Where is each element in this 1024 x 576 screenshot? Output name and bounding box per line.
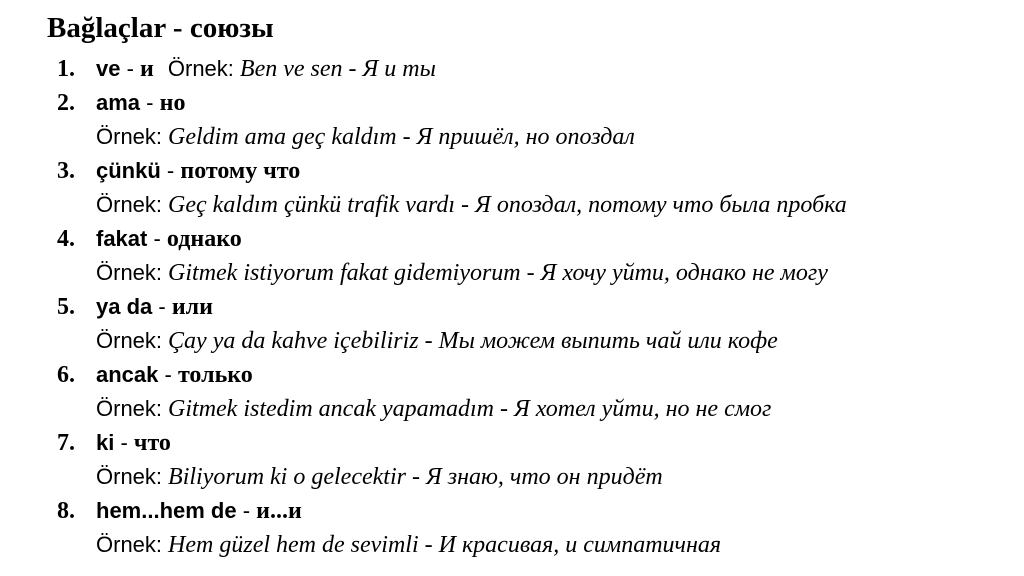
page-title: Bağlaçlar - союзы (47, 12, 274, 44)
separator: - (236, 498, 257, 523)
example-text: Ben ve sen - Я и ты (239, 56, 436, 82)
russian-translation: что (133, 430, 171, 456)
turkish-term: ve (96, 56, 121, 81)
example-text: Çay ya da kahve içebiliriz - Мы можем выпить чай или кофе (168, 328, 778, 354)
russian-translation: только (177, 362, 253, 388)
turkish-term: hem...hem de (96, 498, 237, 523)
list-item (0, 52, 1024, 86)
separator: - (114, 430, 134, 455)
turkish-term: fakat (96, 226, 148, 251)
russian-translation: потому что (180, 158, 301, 184)
conjunction-list (0, 52, 1024, 562)
example-label: Örnek: (96, 532, 163, 557)
example-text: Geç kaldım çünkü trafik vardı - Я опоздал, потому что была пробка (168, 192, 847, 218)
list-item (0, 222, 1024, 290)
russian-translation: однако (166, 226, 242, 252)
item-number: 8. (57, 498, 75, 524)
item-number: 1. (57, 56, 75, 82)
example-label: Örnek: (96, 260, 163, 285)
turkish-term: çünkü (96, 158, 161, 183)
example-label: Örnek: (96, 396, 163, 421)
item-number: 3. (57, 158, 75, 184)
item-number: 6. (57, 362, 75, 388)
turkish-term: ki (96, 430, 115, 455)
example-text: Geldim ama geç kaldım - Я пришёл, но опоздал (168, 124, 635, 150)
turkish-term: ya da (96, 294, 153, 319)
list-item (0, 290, 1024, 358)
list-item (0, 86, 1024, 154)
example-text: Gitmek istedim ancak yapamadım - Я хотел уйти, но не смог (168, 396, 772, 422)
list-item (0, 426, 1024, 494)
item-number: 4. (57, 226, 75, 252)
separator: - (152, 294, 172, 319)
list-item (0, 358, 1024, 426)
item-number: 2. (57, 90, 75, 116)
item-number: 7. (57, 430, 75, 456)
example-text: Biliyorum ki o gelecektir - Я знаю, что он придёт (168, 464, 663, 490)
example-label: Örnek: (96, 124, 163, 149)
example-text: Hem güzel hem de sevimli - И красивая, и симпатичная (168, 532, 722, 558)
example-label: Örnek: (167, 56, 234, 81)
separator: - (160, 158, 181, 183)
item-number: 5. (57, 294, 75, 320)
russian-translation: и...и (256, 498, 302, 524)
example-text: Gitmek istiyorum fakat gidemiyorum - Я хочу уйти, однако не могу (168, 260, 828, 286)
russian-translation: и (140, 56, 154, 82)
example-label: Örnek: (96, 464, 163, 489)
turkish-term: ama (96, 90, 141, 115)
turkish-term: ancak (96, 362, 159, 387)
russian-translation: но (159, 90, 186, 116)
russian-translation: или (171, 294, 213, 320)
separator: - (120, 56, 141, 81)
list-item (0, 154, 1024, 222)
separator: - (158, 362, 178, 387)
example-label: Örnek: (96, 328, 163, 353)
separator: - (140, 90, 160, 115)
separator: - (147, 226, 167, 251)
example-label: Örnek: (96, 192, 163, 217)
list-item (0, 494, 1024, 562)
